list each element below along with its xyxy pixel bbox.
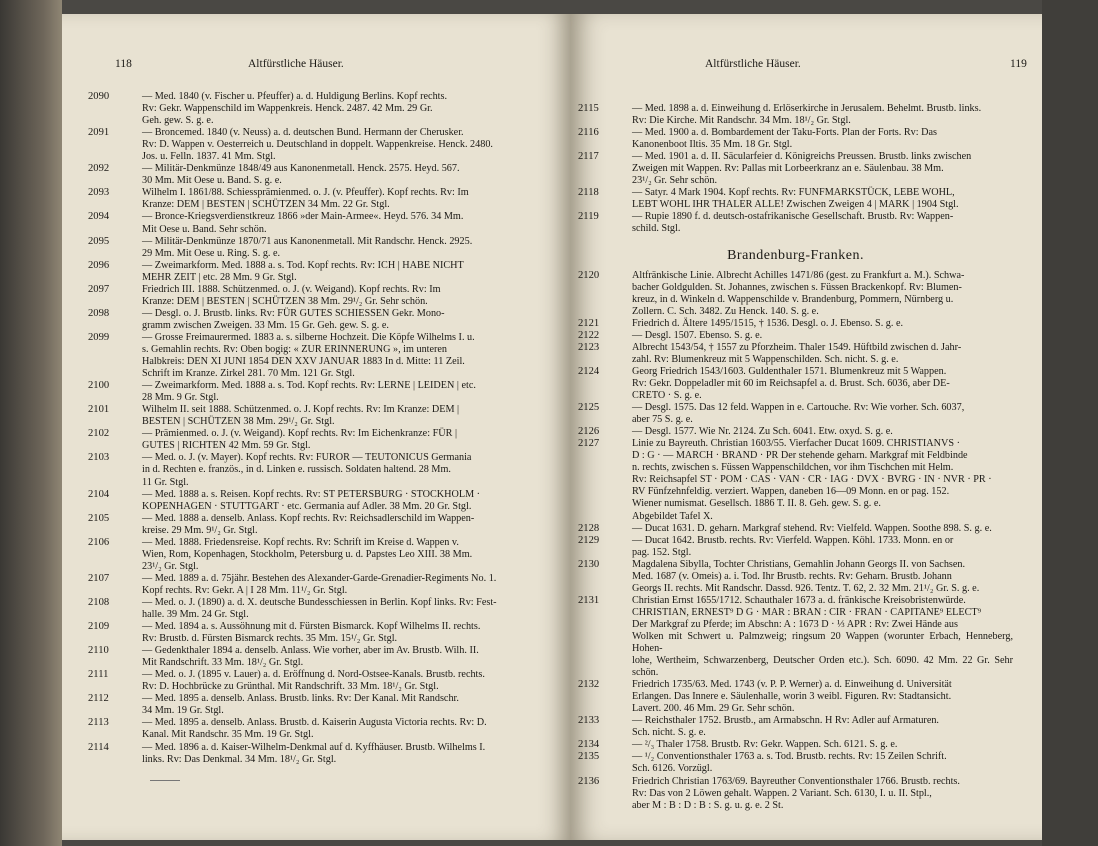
entry-number: 2104 xyxy=(88,488,110,500)
catalog-entry xyxy=(578,426,1013,438)
entry-text: — Militär-Denkmünze 1848/49 aus Kanonenmetall. Henck. 2575. Heyd. 567. 30 Mm. Mit Oese u. Band. S. g. e. xyxy=(142,163,460,187)
entry-text: — ¹/₂ Conventionsthaler 1763 a. s. Tod. Brustb. rechts. Rv: 15 Zeilen Schrift. Sch. 6126. Vorzügl. xyxy=(632,751,947,775)
entry-text: Friedrich 1735/63. Med. 1743 (v. P. P. Werner) a. d. Einweihung d. Universität Erlangen. Das Innere e. Säulenhalle, worin 3 weibl. Figuren. Rv: Stadtansicht. Lavert. 200. 46 Mm. 29 Gr. Sehr schön. xyxy=(632,679,952,715)
catalog-entry xyxy=(578,330,1013,342)
entry-text: Linie zu Bayreuth. Christian 1603/55. Vierfacher Ducat 1609. CHRISTIANVS · D : G · — MARCH · BRAND · PR Der stehende geharn. Markgraf mit Feldbinde n. rechts, zwischen s. Füssen Wappenschildchen, vor ihm Tischchen mit Helm. Rv: Reichsapfel ST · POM · CAS · VAN · CR · IAG · DVX · BVRG · IN · NVR · PR · RV Fünfzehnfeldig. verziert. Wappen, daneben 16—09 Monn. en or pag. 152. Wiener numismat. Gesellsch. 1886 T. II. 8. Geh. gew. S. g. e. Abgebildet Tafel X. xyxy=(632,438,992,522)
catalog-entry xyxy=(88,211,513,235)
entry-number: 2108 xyxy=(88,596,110,608)
entry-number: 2135 xyxy=(578,751,600,763)
entry-number: 2132 xyxy=(578,679,600,691)
entry-number: 2114 xyxy=(88,741,109,753)
catalog-entry xyxy=(88,187,513,211)
entry-number: 2118 xyxy=(578,187,599,199)
page-end-rule xyxy=(150,780,180,781)
entry-number: 2102 xyxy=(88,428,110,440)
catalog-entry xyxy=(88,669,513,693)
entry-number: 2111 xyxy=(88,669,109,681)
entry-text: — Med. 1888 a. s. Reisen. Kopf rechts. Rv: ST PETERSBURG · STOCKHOLM · KOPENHAGEN · STUTTGART · etc. Germania auf Adler. 38 Mm. 20 Gr. Stgl. xyxy=(142,488,481,512)
catalog-entry xyxy=(88,260,513,284)
right-column xyxy=(578,103,1013,812)
right-entries-before xyxy=(578,103,1013,236)
entry-number: 2103 xyxy=(88,452,110,464)
entry-text: Friedrich Christian 1763/69. Bayreuther Conventionsthaler 1766. Brustb. rechts. Rv: Das von 2 Löwen gehalt. Wappen. 2 Variant. Sch. 6130, I. u. II. Stpl., aber M : B : D : B : S. g. u. g. e. 2 St. xyxy=(632,775,960,811)
entry-text: — Reichsthaler 1752. Brustb., am Armabschn. H Rv: Adler auf Armaturen. Sch. nicht. S. g. e. xyxy=(632,715,939,739)
entry-number: 2109 xyxy=(88,621,110,633)
entry-number: 2124 xyxy=(578,365,600,377)
right-page-number: 119 xyxy=(1010,58,1027,70)
entry-number: 2122 xyxy=(578,329,600,341)
entry-number: 2106 xyxy=(88,536,110,548)
entry-text: — Militär-Denkmünze 1870/71 aus Kanonenmetall. Mit Randschr. Henck. 2925. 29 Mm. Mit Oese u. Ring. S. g. e. xyxy=(142,235,473,259)
entry-text: — Med. 1889 a. d. 75jähr. Bestehen des Alexander-Garde-Grenadier-Regiments No. 1. Kopf rechts. Rv: Gekr. A | I 28 Mm. 11¹/₂ Gr. Stgl. xyxy=(142,572,497,596)
entry-number: 2110 xyxy=(88,645,109,657)
entry-text: Altfränkische Linie. Albrecht Achilles 1471/86 (gest. zu Frankfurt a. M.). Schwa- bacher Goldgulden. St. Johannes, zwischen s. Füssen Brackenkopf. Rv: Blumen- kreuz, in d. Winkeln d. Wappenschilde v. Brandenburg, Pommern, Nürnberg u. Zollern. C. Sch. 3482. Zu Henck. 140. S. g. e. xyxy=(632,269,965,317)
entry-text: — Zweimarkform. Med. 1888 a. s. Tod. Kopf rechts. Rv: LERNE | LEIDEN | etc. 28 Mm. 9 Gr. Stgl. xyxy=(142,380,476,404)
catalog-entry xyxy=(578,595,1013,679)
entry-text: — Med. 1896 a. d. Kaiser-Wilhelm-Denkmal auf d. Kyffhäuser. Brustb. Wilhelms I. links. Rv: Das Denkmal. 34 Mm. 18¹/₂ Gr. Stgl. xyxy=(142,741,486,765)
entry-number: 2099 xyxy=(88,331,110,343)
entry-text: — Med. 1895 a. denselb. Anlass. Brustb. links. Rv: Der Kanal. Mit Randschr. 34 Mm. 19 Gr. Stgl. xyxy=(142,693,459,717)
entry-number: 2098 xyxy=(88,307,110,319)
entry-text: — Satyr. 4 Mark 1904. Kopf rechts. Rv: FUNFMARKSTÜCK, LEBE WOHL, LEBT WOHL IHR THALER ALLE! Zwischen Zweigen 4 | MARK | 1904 Stgl. xyxy=(632,187,959,211)
entry-text: Magdalena Sibylla, Tochter Christians, Gemahlin Johann Georgs II. von Sachsen. Med. 1687 (v. Omeis) a. i. Tod. Ihr Brustb. rechts. Rv: Geharn. Brustb. Johann Georgs II. rechts. Mit Randschr. Dassd. 926. Tentz. T. 62, 2. 32 Mm. 21¹/₂ Gr. S. g. e. xyxy=(632,558,980,594)
entry-number: 2121 xyxy=(578,317,600,329)
entry-number: 2117 xyxy=(578,151,599,163)
entry-text: Friedrich III. 1888. Schützenmed. o. J. (v. Weigand). Kopf rechts. Rv: Im Kranze: DEM | BESTEN | SCHÜTZEN 38 Mm. 29¹/₂ Gr. Sehr schön. xyxy=(142,283,441,307)
catalog-entry xyxy=(88,597,513,621)
entry-number: 2116 xyxy=(578,127,599,139)
book-edge xyxy=(0,0,62,846)
entry-number: 2131 xyxy=(578,594,600,606)
catalog-entry xyxy=(578,318,1013,330)
catalog-entry xyxy=(88,163,513,187)
entry-number: 2115 xyxy=(578,103,599,114)
entry-text: — ²/₃ Thaler 1758. Brustb. Rv: Gekr. Wappen. Sch. 6121. S. g. e. xyxy=(632,739,898,751)
catalog-entry xyxy=(88,91,513,127)
catalog-entry xyxy=(88,380,513,404)
right-entries-after xyxy=(578,270,1013,812)
right-running-head: Altfürstliche Häuser. xyxy=(705,58,801,70)
entry-number: 2136 xyxy=(578,775,600,787)
entry-number: 2126 xyxy=(578,426,600,438)
entry-text: — Ducat 1631. D. geharn. Markgraf stehend. Rv: Vielfeld. Wappen. Soothe 898. S. g. e. xyxy=(632,522,992,534)
catalog-entry xyxy=(88,332,513,380)
left-page-number: 118 xyxy=(115,58,132,70)
catalog-entry xyxy=(88,127,513,163)
entry-text: — Med. o. J. (v. Mayer). Kopf rechts. Rv: FUROR — TEUTONICUS Germania in d. Rechten e. französ., in d. Linken e. russisch. Soldaten haltend. 28 Mm. 11 Gr. Stgl. xyxy=(142,452,472,488)
entry-text: Wilhelm II. seit 1888. Schützenmed. o. J. Kopf rechts. Rv: Im Kranze: DEM | BESTEN | SCHÜTZEN 38 Mm. 29¹/₂ Gr. Stgl. xyxy=(142,404,460,428)
entry-number: 2125 xyxy=(578,402,600,414)
entry-number: 2133 xyxy=(578,715,600,727)
catalog-entry xyxy=(578,438,1013,522)
entry-text: — Grosse Freimaurermed. 1883 a. s. silberne Hochzeit. Die Köpfe Wilhelms I. u. s. Gemahlin rechts. Rv: Oben bogig: « ZUR ERINNERUNG », im unteren Halbkreis: DEN XI JUNI 1854 DEN XXV JANUAR 1883 In d. Mitte: 11 Zeil. Schrift im Kranze. Zirkel 281. 70 Mm. 121 Gr. Stgl. xyxy=(142,331,475,380)
catalog-entry xyxy=(88,513,513,537)
entry-text: — Med. 1840 (v. Fischer u. Pfeuffer) a. d. Huldigung Berlins. Kopf rechts. Rv: Gekr. Wappenschild im Wappenkreis. Henck. 2487. 42 Mm. 29 Gr. Geh. gew. S. g. e. xyxy=(142,91,448,127)
catalog-entry xyxy=(578,776,1013,812)
catalog-entry xyxy=(578,739,1013,751)
entry-text: — Bronce-Kriegsverdienstkreuz 1866 »der Main-Armee«. Heyd. 576. 34 Mm. Mit Oese u. Band. Sehr schön. xyxy=(142,211,464,235)
catalog-entry xyxy=(578,127,1013,151)
entry-number: 2119 xyxy=(578,211,599,223)
catalog-entry xyxy=(88,428,513,452)
catalog-entry xyxy=(578,270,1013,318)
entry-text: — Med. 1894 a. s. Aussöhnung mit d. Fürsten Bismarck. Kopf Wilhelms II. rechts. Rv: Brustb. d. Fürsten Bismarck rechts. 35 Mm. 15¹/₂ Gr. Stgl. xyxy=(142,621,481,645)
entry-number: 2127 xyxy=(578,438,600,450)
catalog-entry xyxy=(578,187,1013,211)
catalog-entry xyxy=(88,452,513,488)
catalog-entry xyxy=(88,717,513,741)
entry-number: 2120 xyxy=(578,269,600,281)
entry-text: — Rupie 1890 f. d. deutsch-ostafrikanische Gesellschaft. Brustb. Rv: Wappen- schild. Stgl. xyxy=(632,211,954,235)
catalog-entry xyxy=(88,308,513,332)
catalog-entry xyxy=(88,489,513,513)
entry-number: 2101 xyxy=(88,404,110,416)
entry-text: — Med. 1888. Friedensreise. Kopf rechts. Rv: Schrift im Kreise d. Wappen v. Wien, Rom, Kopenhagen, Stockholm, Petersburg u. d. Papstes Leo XIII. 38 Mm. 23¹/₂ Gr. Stgl. xyxy=(142,536,473,572)
entry-text: — Med. 1901 a. d. II. Säcularfeier d. Königreichs Preussen. Brustb. links zwischen Zweigen mit Wappen. Rv: Pallas mit Lorbeerkranz an e. Säulenbau. 38 Mm. 23¹/₂ Gr. Sehr schön. xyxy=(632,151,972,187)
entry-text: Georg Friedrich 1543/1603. Guldenthaler 1571. Blumenkreuz mit 5 Wappen. Rv: Gekr. Doppeladler mit 60 im Reichsapfel a. d. Brust. Sch. 6036, aber DE- CRETO · S. g. e. xyxy=(632,365,950,402)
catalog-entry xyxy=(88,404,513,428)
entry-number: 2093 xyxy=(88,187,110,199)
entry-number: 2113 xyxy=(88,717,109,729)
entry-number: 2134 xyxy=(578,739,600,751)
entry-text: — Desgl. 1575. Das 12 feld. Wappen in e. Cartouche. Rv: Wie vorher. Sch. 6037, aber 75 S. g. e. xyxy=(632,402,965,426)
entry-number: 2112 xyxy=(88,693,109,705)
entry-number: 2128 xyxy=(578,522,600,534)
entry-number: 2130 xyxy=(578,558,600,570)
entry-text: — Med. 1888 a. denselb. Anlass. Kopf rechts. Rv: Reichsadlerschild im Wappen- kreise. 29 Mm. 9¹/₂ Gr. Stgl. xyxy=(142,512,475,536)
entry-number: 2095 xyxy=(88,235,110,247)
entry-number: 2123 xyxy=(578,341,600,353)
catalog-entry xyxy=(578,715,1013,739)
catalog-entry xyxy=(578,523,1013,535)
catalog-entry xyxy=(578,151,1013,187)
entry-text: Friedrich d. Ältere 1495/1515, † 1536. Desgl. o. J. Ebenso. S. g. e. xyxy=(632,317,904,329)
catalog-entry xyxy=(578,366,1013,402)
catalog-entry xyxy=(578,559,1013,595)
left-column xyxy=(88,91,513,766)
entry-number: 2096 xyxy=(88,259,110,271)
entry-text: — Desgl. 1507. Ebenso. S. g. e. xyxy=(632,329,763,341)
entry-text: — Prämienmed. o. J. (v. Weigand). Kopf rechts. Rv: Im Eichenkranze: FÜR | GUTES | RICHTEN 42 Mm. 59 Gr. Stgl. xyxy=(142,428,457,452)
entry-text: — Zweimarkform. Med. 1888 a. s. Tod. Kopf rechts. Rv: ICH | HABE NICHT MEHR ZEIT | etc. 28 Mm. 9 Gr. Stgl. xyxy=(142,259,464,283)
entry-text: — Med. o. J. (1890) a. d. X. deutsche Bundesschiessen in Berlin. Kopf links. Rv: Fest- halle. 39 Mm. 24 Gr. Stgl. xyxy=(142,596,497,621)
section-title: Brandenburg-Franken. xyxy=(727,247,864,263)
catalog-entry xyxy=(578,679,1013,715)
catalog-entry xyxy=(578,751,1013,775)
catalog-entry xyxy=(578,342,1013,366)
catalog-entry xyxy=(88,284,513,308)
entry-text: — Med. 1895 a. denselb. Anlass. Brustb. d. Kaiserin Augusta Victoria rechts. Rv: D. Kanal. Mit Randschr. 35 Mm. 19 Gr. Stgl. xyxy=(142,717,487,741)
entry-number: 2094 xyxy=(88,211,110,223)
catalog-entry xyxy=(88,573,513,597)
entry-number: 2090 xyxy=(88,91,110,102)
catalog-entry xyxy=(88,742,513,766)
entry-text: — Med. 1900 a. d. Bombardement der Taku-Forts. Plan der Forts. Rv: Das Kanonenboot Iltis. 35 Mm. 18 Gr. Stgl. xyxy=(632,127,937,151)
entry-number: 2105 xyxy=(88,512,110,524)
entry-number: 2107 xyxy=(88,572,110,584)
entry-text: Wilhelm I. 1861/88. Schiessprämienmed. o. J. (v. Pfeuffer). Kopf rechts. Rv: Im Kranze: DEM | BESTEN | SCHÜTZEN 34 Mm. 22 Gr. Stgl. xyxy=(142,187,469,211)
catalog-entry xyxy=(88,693,513,717)
background-edge xyxy=(1042,0,1098,846)
catalog-entry xyxy=(578,402,1013,426)
left-running-head: Altfürstliche Häuser. xyxy=(248,58,344,70)
entry-text: — Ducat 1642. Brustb. rechts. Rv: Vierfeld. Wappen. Köhl. 1733. Monn. en or pag. 152. Stgl. xyxy=(632,534,954,558)
entry-number: 2092 xyxy=(88,163,110,175)
entry-text: — Desgl. 1577. Wie Nr. 2124. Zu Sch. 6041. Etw. oxyd. S. g. e. xyxy=(632,426,893,438)
catalog-entry xyxy=(578,535,1013,559)
entry-text: — Gedenkthaler 1894 a. denselb. Anlass. Wie vorher, aber im Av. Brustb. Wilh. II. Mit Randschrift. 33 Mm. 18¹/₂ Gr. Stgl. xyxy=(142,645,479,669)
catalog-entry xyxy=(578,103,1013,127)
entry-text: Christian Ernst 1655/1712. Schauthaler 1673 a. d. fränkische Kreisobristenwürde. CHRISTIAN, ERNEST⁹ D G · MAR : BRAN : CIR · FRAN · CAPITANE⁹ ELECT⁹ Der Markgraf zu Pferde; im Abschn: A : 1673 D · ⅓ APR : Rv: Zwei Hände aus Wolken mit Schwert u. Palmzweig; ringsum 20 Wappen (worunter Erbach, Henneberg, Hohen- lohe, Wertheim, Schwarzenberg, Deutscher Orden etc.). Sch. 6090. 42 Mm. 22 Gr. Sehr schön. xyxy=(632,594,1013,679)
entry-text: — Desgl. o. J. Brustb. links. Rv: FÜR GUTES SCHIESSEN Gekr. Mono- gramm zwischen Zweigen. 33 Mm. 15 Gr. Geh. gew. S. g. e. xyxy=(142,307,445,331)
entry-text: — Broncemed. 1840 (v. Neuss) a. d. deutschen Bund. Hermann der Cherusker. Rv: D. Wappen v. Oesterreich u. Deutschland in doppelt. Wappenkreise. Henck. 2480. Jos. u. Felln. 1837. 41 Mm. Stgl. xyxy=(142,127,493,163)
catalog-entry xyxy=(578,211,1013,235)
entry-number: 2091 xyxy=(88,127,110,139)
entry-number: 2129 xyxy=(578,534,600,546)
entry-number: 2097 xyxy=(88,283,110,295)
entry-text: Albrecht 1543/54, † 1557 zu Pforzheim. Thaler 1549. Hüftbild zwischen d. Jahr- zahl. Rv: Blumenkreuz mit 5 Wappenschilden. Sch. nicht. S. g. e. xyxy=(632,341,962,365)
catalog-entry xyxy=(88,621,513,645)
entry-text: — Med. 1898 a. d. Einweihung d. Erlöserkirche in Jerusalem. Behelmt. Brustb. links. Rv: Die Kirche. Mit Randschr. 34 Mm. 18¹/₂ Gr. Stgl. xyxy=(632,103,982,127)
catalog-entry xyxy=(88,236,513,260)
catalog-entry xyxy=(88,645,513,669)
entry-number: 2100 xyxy=(88,380,110,392)
entry-text: — Med. o. J. (1895 v. Lauer) a. d. Eröffnung d. Nord-Ostsee-Kanals. Brustb. rechts. Rv: D. Hochbrücke zu Grünthal. Mit Randschrift. 33 Mm. 18¹/₂ Gr. Stgl. xyxy=(142,669,485,693)
catalog-entry xyxy=(88,537,513,573)
